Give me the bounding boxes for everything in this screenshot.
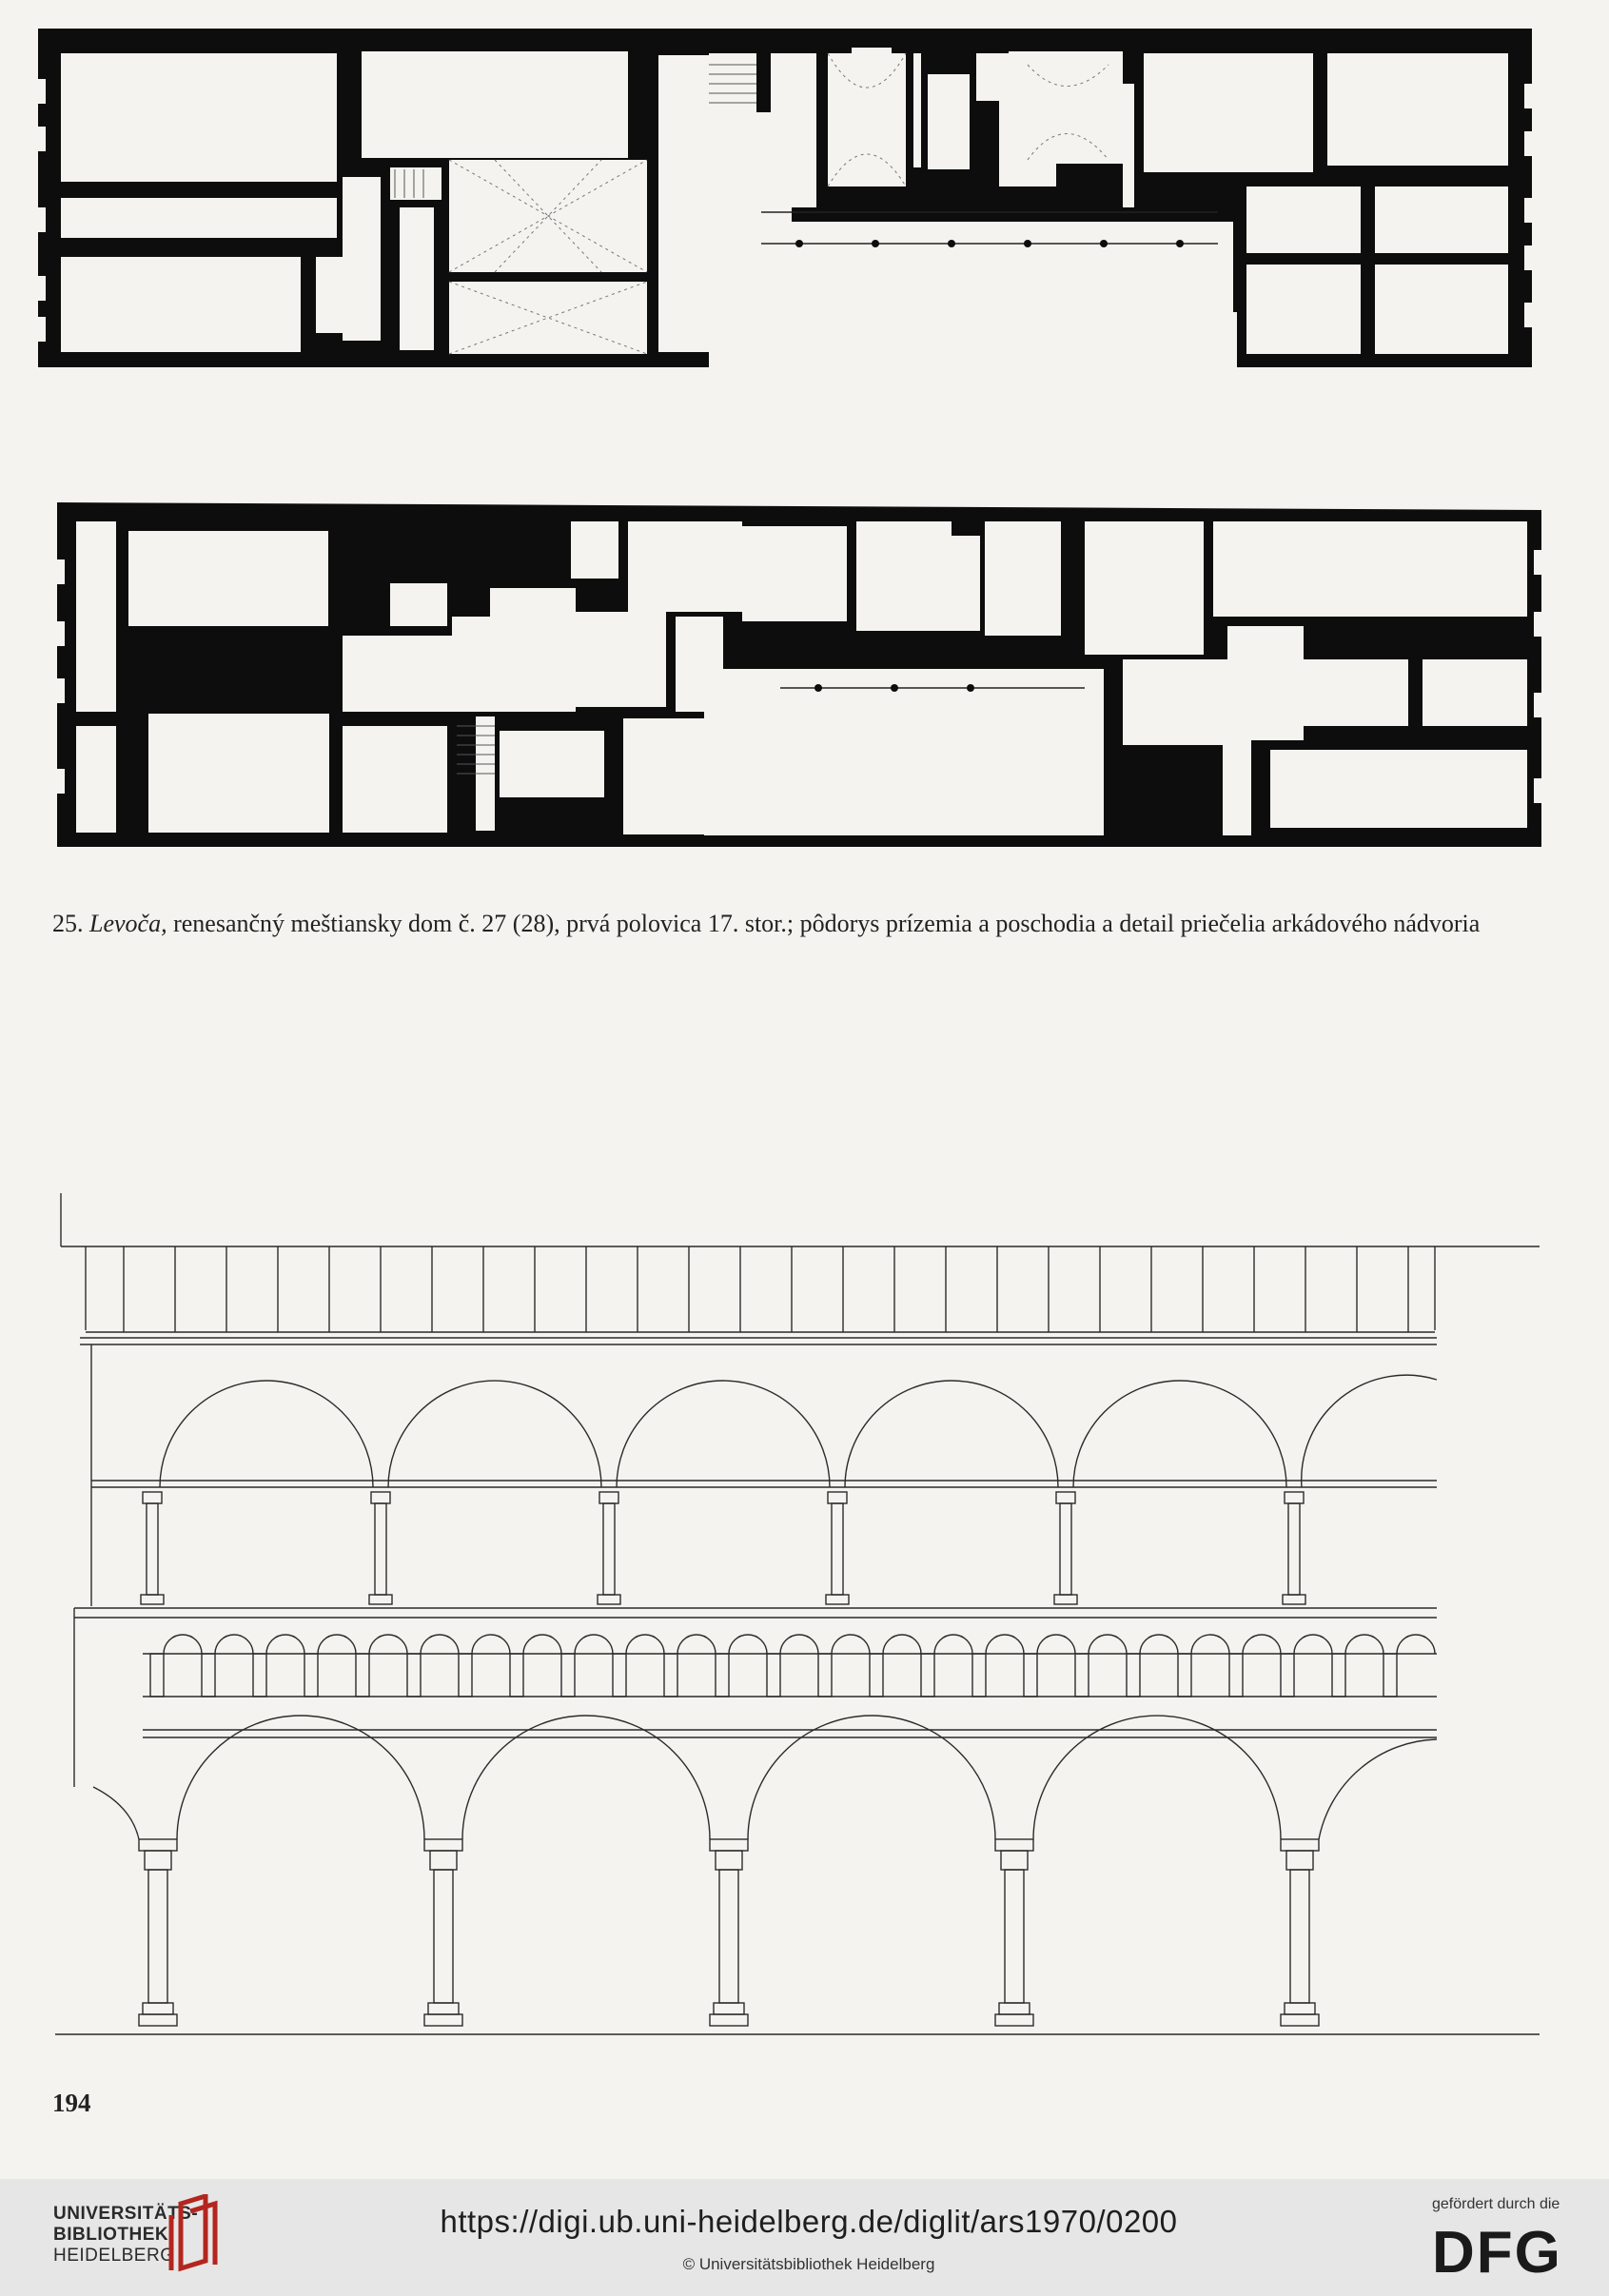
copyright-notice: © Universitätsbibliothek Heidelberg — [682, 2255, 935, 2273]
figure-caption — [52, 906, 1581, 942]
dfg-logo-icon[interactable] — [1432, 2221, 1584, 2278]
library-name-line-2: BIBLIOTHEK — [53, 2225, 169, 2245]
funding-tagline: gefördert durch die — [1432, 2196, 1560, 2212]
page-url-link[interactable]: https://digi.ub.uni-heidelberg.de/diglit/ars1970/0200 — [440, 2204, 1178, 2239]
figure-number: 25. — [52, 910, 84, 937]
ub-heidelberg-logo-icon — [156, 2194, 232, 2272]
footer-bar — [0, 2179, 1609, 2296]
figure-caption-text: renesančný meštiansky dom č. 27 (28), prvá polovica 17. stor.; pôdorys prízemia a poschodia a detail priečelia arkádového nádvoria — [167, 910, 1481, 937]
library-name-line-1: UNIVERSITÄTS- — [53, 2204, 199, 2224]
arcade-elevation-drawing — [55, 1178, 1540, 2046]
figure-place: Levoča, — [89, 910, 167, 937]
library-logo[interactable] — [53, 2194, 234, 2270]
library-name-line-3: HEIDELBERG — [53, 2246, 175, 2266]
upper-floor-plan — [57, 493, 1541, 847]
ground-floor-plan — [38, 27, 1532, 367]
dfg-logo-text: DFG — [1432, 2221, 1562, 2278]
page-number: 194 — [52, 2089, 91, 2117]
